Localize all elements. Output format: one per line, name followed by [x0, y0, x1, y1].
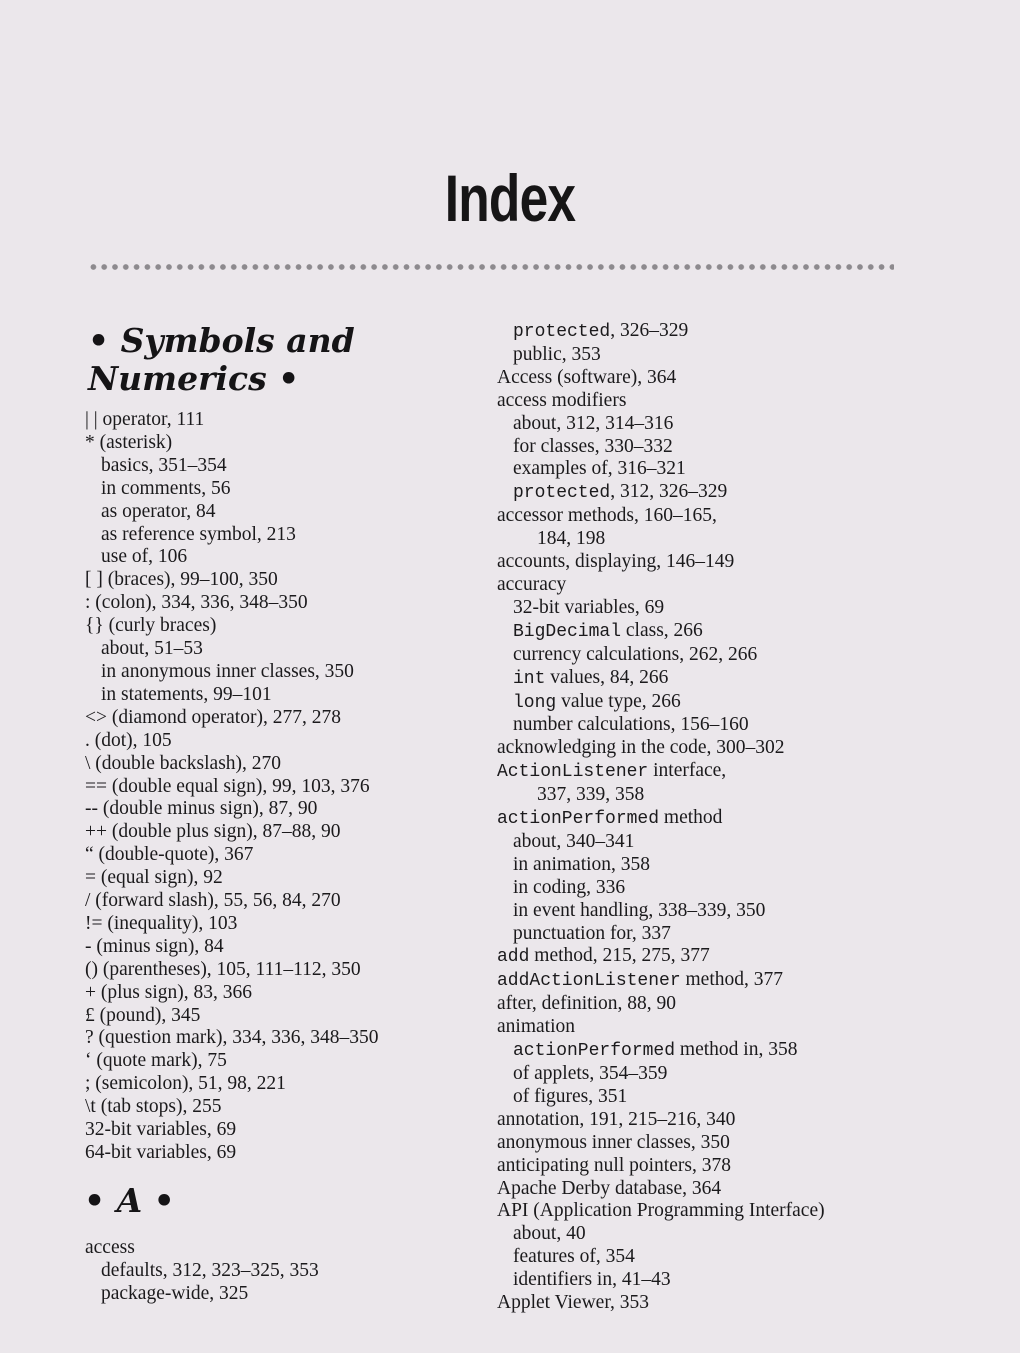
entry-text: punctuation for, 337 — [513, 922, 671, 944]
index-subentry — [85, 661, 485, 684]
entry-text: != (inequality), 103 — [85, 912, 238, 934]
entry-text: ; (semicolon), 51, 98, 221 — [85, 1073, 286, 1095]
page-title: Index — [444, 161, 576, 235]
index-entry — [497, 807, 917, 831]
code-term: BigDecimal — [513, 621, 622, 642]
entry-text: -- (double minus sign), 87, 90 — [85, 798, 318, 820]
index-subentry — [497, 620, 917, 644]
entry-text: accuracy — [497, 573, 567, 595]
entry-text: identifiers in, 41–43 — [513, 1269, 671, 1291]
index-entry — [85, 730, 485, 753]
index-entry — [497, 1016, 917, 1039]
entry-text: defaults, 312, 323–325, 353 — [101, 1259, 319, 1281]
index-entry — [85, 432, 485, 455]
code-term: addActionListener — [497, 971, 681, 992]
index-subentry — [85, 478, 485, 501]
entry-text: () (parentheses), 105, 111–112, 350 — [85, 958, 361, 980]
code-term: int — [513, 668, 546, 689]
entry-text: after, definition, 88, 90 — [497, 993, 677, 1015]
entry-text: in comments, 56 — [101, 477, 231, 499]
index-entry — [497, 1292, 917, 1315]
entry-text: Apache Derby database, 364 — [497, 1177, 722, 1199]
index-subentry — [497, 667, 917, 691]
index-entry — [85, 867, 485, 890]
entry-text: anticipating null pointers, 378 — [497, 1154, 731, 1176]
index-entry — [497, 1200, 917, 1223]
index-entry — [85, 1050, 485, 1073]
entry-text: - (minus sign), 84 — [85, 935, 224, 957]
index-subentry — [497, 691, 917, 715]
entry-text: access — [85, 1237, 135, 1258]
entry-text: Applet Viewer, 353 — [497, 1292, 650, 1314]
index-entry — [497, 1109, 917, 1132]
section-heading-symbols — [88, 322, 355, 398]
entry-text: method, 215, 275, 377 — [529, 945, 710, 967]
entry-text: API (Application Programming Interface) — [497, 1200, 825, 1222]
entry-text: “ (double-quote), 367 — [85, 844, 254, 866]
entry-text: interface, — [648, 760, 727, 782]
index-entry — [497, 945, 917, 969]
entry-text: method in, 358 — [675, 1039, 798, 1061]
index-subentry — [497, 458, 917, 481]
index-subentry — [497, 900, 917, 923]
index-column-left-a — [85, 1237, 485, 1306]
entry-text: access modifiers — [497, 389, 627, 411]
entry-text: class, 266 — [621, 619, 703, 641]
index-subentry — [85, 1260, 485, 1283]
index-entry — [85, 615, 485, 638]
index-entry — [85, 409, 485, 432]
entry-text: number calculations, 156–160 — [513, 714, 749, 736]
index-entry — [85, 1096, 485, 1119]
index-subentry — [497, 1223, 917, 1246]
index-subentry — [497, 320, 917, 344]
index-subentry — [85, 684, 485, 707]
entry-text: value type, 266 — [556, 690, 681, 712]
index-entry — [85, 1237, 485, 1260]
entry-text: anonymous inner classes, 350 — [497, 1131, 730, 1153]
entry-text: , 312, 326–329 — [610, 481, 728, 503]
code-term: ActionListener — [497, 762, 649, 783]
index-subentry — [497, 413, 917, 436]
index-entry — [85, 1142, 485, 1165]
code-term: actionPerformed — [513, 1041, 676, 1062]
index-subentry — [85, 501, 485, 524]
entry-text: * (asterisk) — [85, 431, 173, 453]
entry-text: in coding, 336 — [513, 876, 626, 898]
entry-text: package-wide, 325 — [101, 1282, 249, 1304]
entry-text: ? (question mark), 334, 336, 348–350 — [85, 1027, 379, 1049]
index-subentry — [497, 1039, 917, 1063]
index-subentry — [497, 877, 917, 900]
index-entry — [85, 936, 485, 959]
index-subentry — [497, 831, 917, 854]
section-heading-a: • A • — [84, 1181, 175, 1220]
entry-text: method — [659, 807, 723, 829]
index-entry — [85, 707, 485, 730]
entry-text: examples of, 316–321 — [513, 458, 686, 480]
entry-text: \ (double backslash), 270 — [85, 752, 282, 774]
index-entry — [85, 982, 485, 1005]
index-entry — [497, 1178, 917, 1201]
index-subentry — [497, 854, 917, 877]
entry-text: 337, 339, 358 — [537, 784, 645, 806]
index-subentry — [497, 528, 917, 551]
entry-text: Access (software), 364 — [497, 366, 677, 388]
index-entry — [497, 574, 917, 597]
entry-text: features of, 354 — [513, 1246, 635, 1268]
index-subentry — [85, 638, 485, 661]
index-entry — [85, 959, 485, 982]
entry-text: as operator, 84 — [101, 500, 216, 522]
entry-text: {} (curly braces) — [85, 615, 217, 637]
entry-text: method, 377 — [680, 969, 784, 991]
entry-text: \t (tab stops), 255 — [85, 1096, 222, 1118]
index-subentry — [85, 1283, 485, 1306]
entry-text: annotation, 191, 215–216, 340 — [497, 1108, 736, 1130]
entry-text: [ ] (braces), 99–100, 350 — [85, 569, 278, 591]
index-subentry — [497, 784, 917, 807]
entry-text: about, 312, 314–316 — [513, 412, 674, 434]
index-subentry — [85, 524, 485, 547]
entry-text: <> (diamond operator), 277, 278 — [85, 706, 341, 728]
index-entry — [85, 569, 485, 592]
index-entry — [497, 737, 917, 760]
index-entry — [85, 890, 485, 913]
index-entry — [85, 798, 485, 821]
index-entry — [85, 592, 485, 615]
entry-text: about, 40 — [513, 1223, 586, 1245]
entry-text: ‘ (quote mark), 75 — [85, 1050, 227, 1072]
entry-text: + (plus sign), 83, 366 — [85, 981, 252, 1003]
index-entry — [85, 753, 485, 776]
code-term: add — [497, 947, 530, 968]
index-subentry — [497, 344, 917, 367]
entry-text: . (dot), 105 — [85, 729, 172, 751]
entry-text: 32-bit variables, 69 — [85, 1119, 237, 1141]
index-entry — [85, 1119, 485, 1142]
index-subentry — [497, 644, 917, 667]
entry-text: 32-bit variables, 69 — [513, 596, 665, 618]
entry-text: of applets, 354–359 — [513, 1063, 668, 1084]
entry-text: for classes, 330–332 — [513, 435, 673, 457]
index-subentry — [497, 436, 917, 459]
entry-text: animation — [497, 1016, 575, 1038]
index-entry — [497, 993, 917, 1016]
index-subentry — [497, 714, 917, 737]
index-entry — [497, 1155, 917, 1178]
entry-text: of figures, 351 — [513, 1085, 628, 1107]
index-subentry — [497, 1086, 917, 1109]
entry-text: , 326–329 — [610, 320, 689, 341]
entry-text: 64-bit variables, 69 — [85, 1142, 237, 1163]
code-term: protected — [513, 322, 611, 342]
index-entry — [497, 760, 917, 784]
entry-text: about, 51–53 — [101, 638, 203, 660]
entry-text: in statements, 99–101 — [101, 683, 272, 705]
entry-text: == (double equal sign), 99, 103, 376 — [85, 775, 370, 797]
index-subentry — [497, 1269, 917, 1292]
entry-text: about, 340–341 — [513, 830, 635, 852]
code-term: long — [513, 692, 557, 713]
index-entry — [85, 844, 485, 867]
section-heading-line: • Symbols and — [88, 321, 355, 360]
index-subentry — [85, 455, 485, 478]
entry-text: in anonymous inner classes, 350 — [101, 660, 354, 682]
index-entry — [497, 1132, 917, 1155]
index-entry — [85, 1027, 485, 1050]
index-entry — [85, 1005, 485, 1028]
code-term: protected — [513, 483, 611, 504]
entry-text: 184, 198 — [537, 528, 606, 550]
code-term: actionPerformed — [497, 809, 660, 830]
entry-text: basics, 351–354 — [101, 454, 227, 476]
entry-text: : (colon), 334, 336, 348–350 — [85, 592, 308, 614]
entry-text: = (equal sign), 92 — [85, 867, 223, 889]
index-entry — [497, 390, 917, 413]
entry-text: currency calculations, 262, 266 — [513, 643, 758, 665]
entry-text: values, 84, 266 — [545, 666, 669, 688]
index-entry — [497, 505, 917, 528]
entry-text: accounts, displaying, 146–149 — [497, 551, 735, 573]
section-heading-line: Numerics • — [88, 359, 300, 398]
index-subentry — [497, 597, 917, 620]
index-entry — [497, 969, 917, 993]
entry-text: use of, 106 — [101, 546, 188, 568]
index-subentry — [497, 1246, 917, 1269]
index-subentry — [497, 481, 917, 505]
entry-text: in event handling, 338–339, 350 — [513, 899, 766, 921]
index-entry — [497, 367, 917, 390]
index-subentry — [497, 923, 917, 946]
index-subentry — [85, 546, 485, 569]
entry-text: in animation, 358 — [513, 853, 651, 875]
entry-text: £ (pound), 345 — [85, 1004, 201, 1026]
index-entry — [85, 1073, 485, 1096]
index-entry — [85, 821, 485, 844]
dotted-divider — [88, 262, 894, 272]
index-entry — [497, 551, 917, 574]
entry-text: | | operator, 111 — [85, 409, 205, 430]
entry-text: public, 353 — [513, 343, 601, 365]
index-column-left — [85, 409, 485, 1165]
index-column-right — [497, 320, 917, 1315]
entry-text: acknowledging in the code, 300–302 — [497, 737, 785, 759]
index-entry — [85, 913, 485, 936]
index-subentry — [497, 1063, 917, 1086]
entry-text: accessor methods, 160–165, — [497, 505, 717, 527]
entry-text: / (forward slash), 55, 56, 84, 270 — [85, 890, 341, 912]
index-entry — [85, 776, 485, 799]
entry-text: ++ (double plus sign), 87–88, 90 — [85, 821, 341, 843]
entry-text: as reference symbol, 213 — [101, 523, 296, 545]
